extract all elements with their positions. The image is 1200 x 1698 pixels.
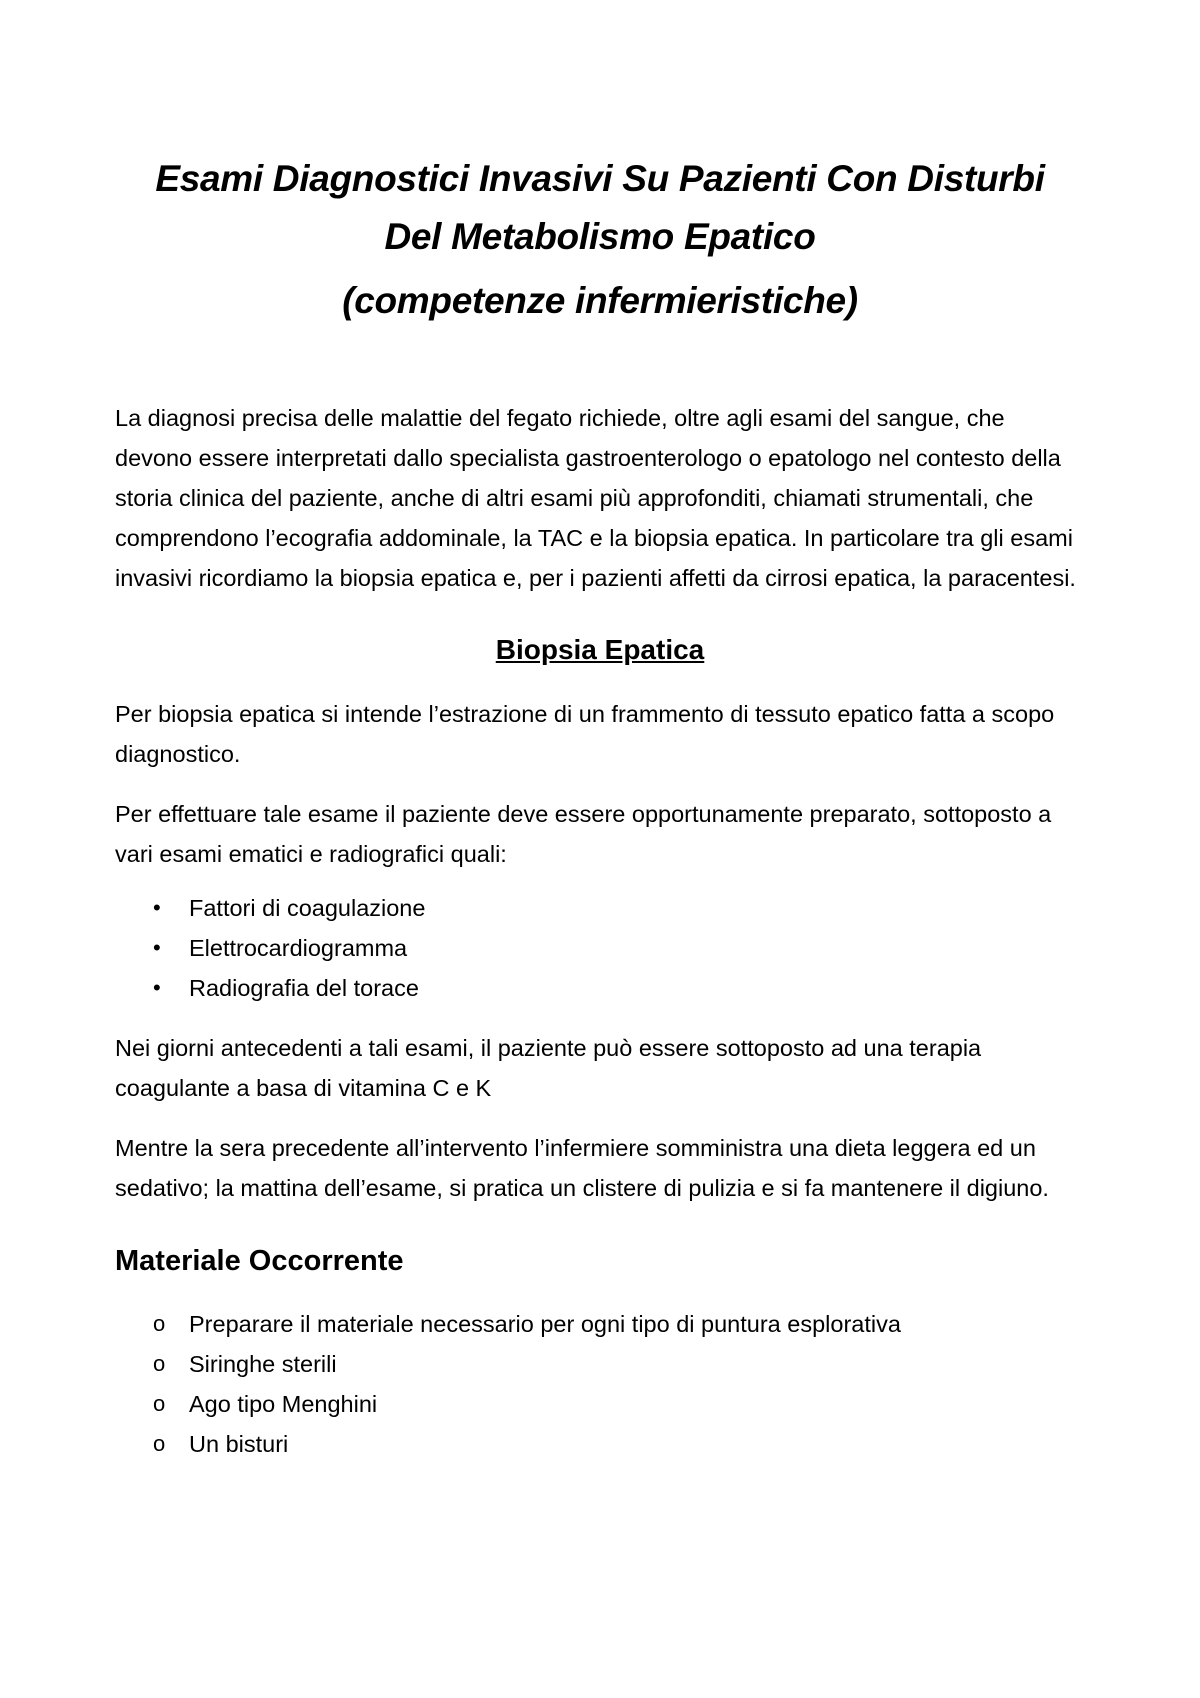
- materials-list: [115, 1304, 1085, 1464]
- list-item: [115, 968, 1085, 1008]
- title-line-2: Del Metabolismo Epatico: [384, 216, 816, 257]
- circle-bullet-icon: o: [153, 1311, 166, 1336]
- list-item: [115, 888, 1085, 928]
- list-item-text: Radiografia del torace: [189, 975, 419, 1001]
- days-before-paragraph: Nei giorni antecedenti a tali esami, il paziente può essere sottoposto ad una terapia coagulante a basa di vitamina C e K: [115, 1035, 982, 1101]
- circle-bullet-icon: o: [153, 1431, 166, 1456]
- list-item-text: Elettrocardiogramma: [189, 935, 408, 961]
- list-item-text: Ago tipo Menghini: [189, 1391, 378, 1417]
- list-item-text: Siringhe sterili: [189, 1351, 337, 1377]
- document-title: [115, 150, 1085, 266]
- intro-paragraph: La diagnosi precisa delle malattie del fegato richiede, oltre agli esami del sangue, che devono essere interpretati dallo specialista gastroenterologo o epatologo nel contesto della storia clinica del paziente, anche di altri esami più approfonditi, chiamati strumentali, che comprendono l’ecografia addominale, la TAC e la biopsia epatica. In particolare tra gli esami invasivi ricordiamo la biopsia epatica e, per i pazienti affetti da cirrosi epatica, la paracentesi.: [115, 405, 1076, 591]
- materials-heading: Materiale Occorrente: [115, 1245, 404, 1277]
- list-item-text: Preparare il materiale necessario per ogni tipo di puntura esplorativa: [189, 1311, 901, 1337]
- section-heading-biopsia: Biopsia Epatica: [495, 634, 705, 665]
- definition-paragraph: Per biopsia epatica si intende l’estrazione di un frammento di tessuto epatico fatta a scopo diagnostico.: [115, 701, 1055, 767]
- document-subtitle: (competenze infermieristiche): [342, 280, 858, 321]
- list-item: [115, 1344, 1085, 1384]
- evening-before-paragraph: Mentre la sera precedente all’intervento l’infermiere somministra una dieta leggera ed un sedativo; la mattina dell’esame, si pratica un clistere di pulizia e si fa mantenere il digiuno.: [115, 1135, 1049, 1201]
- bullet-icon: •: [153, 975, 161, 1000]
- preparation-paragraph: Per effettuare tale esame il paziente deve essere opportunamente preparato, sottoposto a vari esami ematici e radiografici quali:: [115, 801, 1052, 867]
- bullet-icon: •: [153, 895, 161, 920]
- circle-bullet-icon: o: [153, 1351, 166, 1376]
- list-item: [115, 1384, 1085, 1424]
- list-item-text: Fattori di coagulazione: [189, 895, 426, 921]
- title-line-1: Esami Diagnostici Invasivi Su Pazienti Con Disturbi: [155, 158, 1045, 199]
- bullet-icon: •: [153, 935, 161, 960]
- list-item: [115, 928, 1085, 968]
- circle-bullet-icon: o: [153, 1391, 166, 1416]
- list-item-text: Un bisturi: [189, 1431, 289, 1457]
- list-item: [115, 1304, 1085, 1344]
- exams-list: [115, 888, 1085, 1008]
- list-item: [115, 1424, 1085, 1464]
